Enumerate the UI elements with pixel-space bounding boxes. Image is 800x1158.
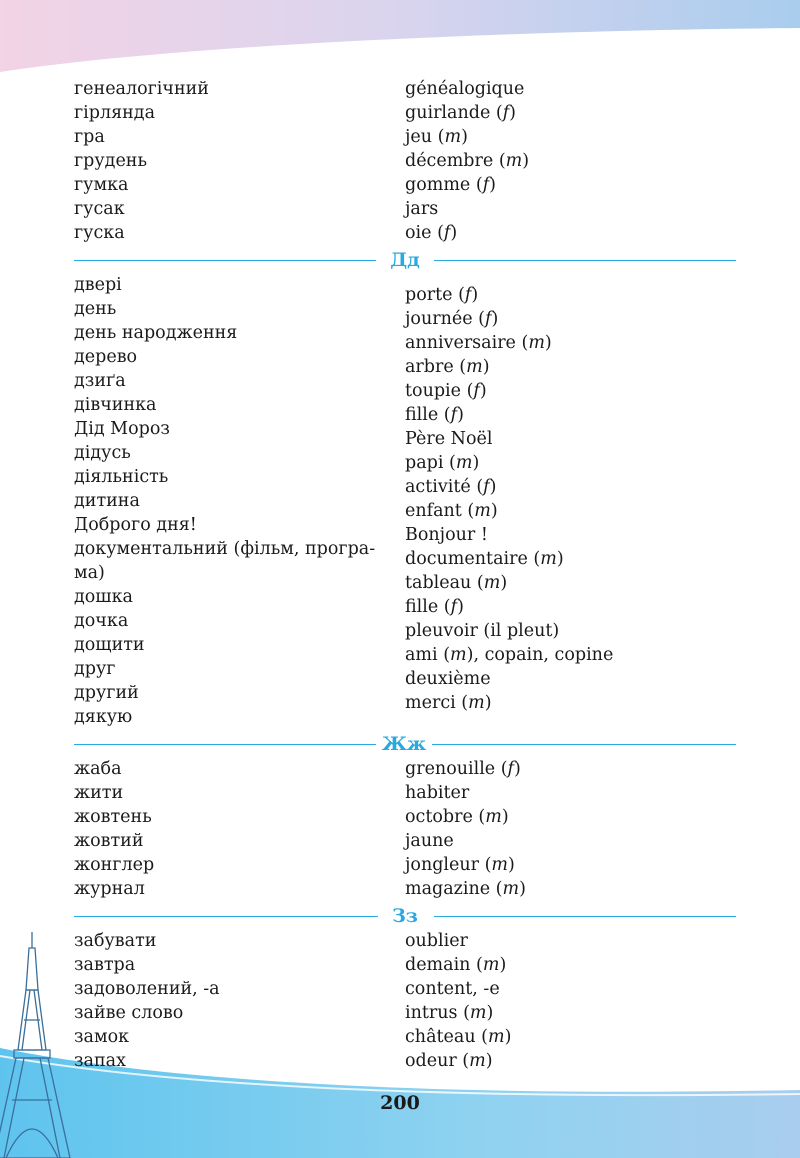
uk-word: грудень	[74, 151, 147, 171]
letter-label: Жж	[381, 733, 427, 755]
french-column	[405, 757, 735, 901]
uk-word: дівчинка	[74, 395, 157, 415]
uk-word: жовтень	[74, 807, 152, 827]
fr-word: habiter	[405, 783, 470, 803]
fr-word: fille (f)	[405, 597, 464, 617]
ukrainian-column	[74, 757, 384, 901]
fr-word: deuxième	[405, 669, 491, 689]
section-d	[74, 273, 736, 729]
section-z	[74, 929, 736, 1073]
fr-word: merci (m)	[405, 693, 492, 713]
letter-heading-z	[74, 904, 736, 928]
letter-label: Зз	[392, 905, 418, 927]
uk-word: запах	[74, 1051, 126, 1071]
section-g	[74, 77, 736, 245]
uk-word: дощити	[74, 635, 145, 655]
top-banner	[0, 0, 800, 80]
fr-word: jeu (m)	[405, 127, 468, 147]
uk-word: Дід Мороз	[74, 419, 170, 439]
ukrainian-column	[74, 77, 384, 245]
uk-word: жаба	[74, 759, 122, 779]
fr-word: ami (m), copain, copine	[405, 645, 614, 665]
uk-word: гра	[74, 127, 105, 147]
uk-word: замок	[74, 1027, 130, 1047]
fr-word: enfant (m)	[405, 501, 498, 521]
fr-word: porte (f)	[405, 285, 479, 305]
uk-word: забувати	[74, 931, 157, 951]
french-column	[405, 283, 735, 715]
french-column	[405, 77, 735, 245]
uk-word: дитина	[74, 491, 140, 511]
fr-word: jaune	[405, 831, 454, 851]
uk-word: Доброго дня!	[74, 515, 197, 535]
uk-word: зайве слово	[74, 1003, 184, 1023]
fr-word: odeur (m)	[405, 1051, 493, 1071]
uk-word: гумка	[74, 175, 129, 195]
fr-word: généalogique	[405, 79, 525, 99]
uk-word: двері	[74, 275, 122, 295]
ukrainian-column	[74, 273, 384, 729]
uk-word: журнал	[74, 879, 145, 899]
uk-word: дерево	[74, 347, 138, 367]
uk-word: дідусь	[74, 443, 131, 463]
uk-word: дошка	[74, 587, 133, 607]
uk-word: документальний (фільм, програ-ма)	[74, 539, 376, 583]
fr-word: château (m)	[405, 1027, 512, 1047]
fr-word: guirlande (f)	[405, 103, 516, 123]
uk-word: день народження	[74, 323, 238, 343]
fr-word: anniversaire (m)	[405, 333, 552, 353]
fr-word: oie (f)	[405, 223, 458, 243]
fr-word: documentaire (m)	[405, 549, 564, 569]
section-zh	[74, 757, 736, 901]
uk-word: діяльність	[74, 467, 169, 487]
uk-word: друг	[74, 659, 116, 679]
fr-word: tableau (m)	[405, 573, 508, 593]
uk-word: завтра	[74, 955, 136, 975]
uk-word: день	[74, 299, 117, 319]
letter-heading-zh	[74, 732, 736, 756]
french-column	[405, 929, 735, 1073]
uk-word: жовтий	[74, 831, 144, 851]
fr-word: journée (f)	[405, 309, 499, 329]
uk-word: дзиґа	[74, 371, 126, 391]
fr-word: décembre (m)	[405, 151, 530, 171]
uk-word: дочка	[74, 611, 129, 631]
fr-word: oublier	[405, 931, 468, 951]
fr-word: intrus (m)	[405, 1003, 494, 1023]
uk-word: жити	[74, 783, 124, 803]
fr-word: toupie (f)	[405, 381, 487, 401]
fr-word: octobre (m)	[405, 807, 509, 827]
fr-word: gomme (f)	[405, 175, 496, 195]
uk-word: задоволений, -а	[74, 979, 220, 999]
uk-word: другий	[74, 683, 139, 703]
letter-label: Дд	[390, 249, 420, 271]
fr-word: papi (m)	[405, 453, 480, 473]
uk-word: гірлянда	[74, 103, 155, 123]
uk-word: генеалогічний	[74, 79, 209, 99]
fr-word: Bonjour !	[405, 525, 488, 545]
ukrainian-column	[74, 929, 384, 1073]
fr-word: pleuvoir (il pleut)	[405, 621, 560, 641]
fr-word: fille (f)	[405, 405, 464, 425]
fr-word: grenouille (f)	[405, 759, 521, 779]
uk-word: дякую	[74, 707, 133, 727]
uk-word: гуска	[74, 223, 125, 243]
uk-word: гусак	[74, 199, 125, 219]
fr-word: jars	[405, 199, 439, 219]
fr-word: jongleur (m)	[405, 855, 515, 875]
fr-word: content, -e	[405, 979, 500, 999]
fr-word: activité (f)	[405, 477, 497, 497]
uk-word: жонглер	[74, 855, 155, 875]
page-number: 200	[380, 1092, 420, 1114]
fr-word: arbre (m)	[405, 357, 490, 377]
fr-word: demain (m)	[405, 955, 507, 975]
fr-word: magazine (m)	[405, 879, 526, 899]
fr-word: Père Noël	[405, 429, 493, 449]
letter-heading-d	[74, 248, 736, 272]
